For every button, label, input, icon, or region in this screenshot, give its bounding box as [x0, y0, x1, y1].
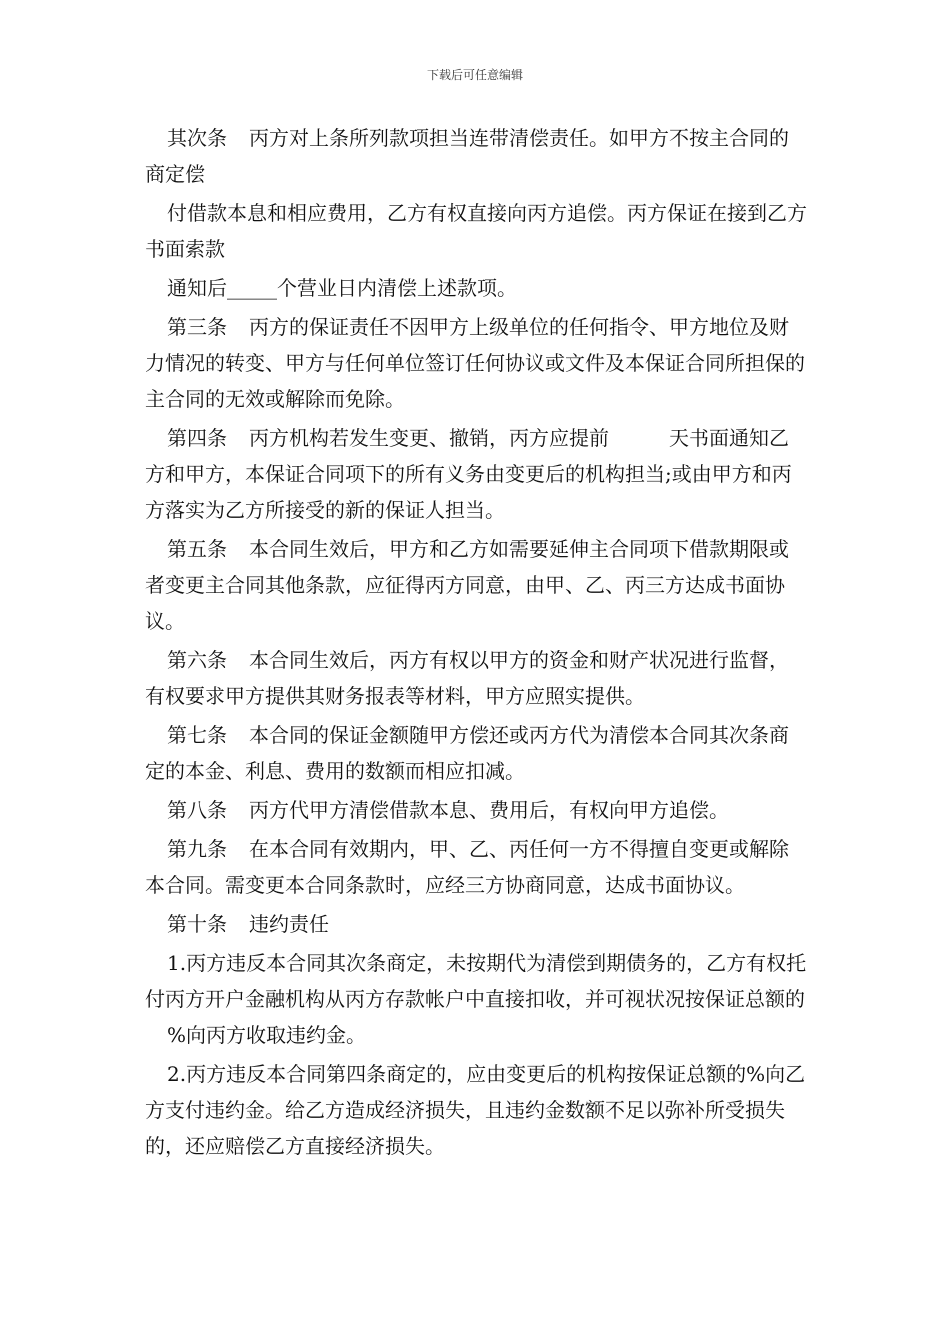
item-1-text-a: 1.丙方违反本合同其次条商定，未按期代为清偿到期债务的，乙方有权托付丙方开户金融机构从丙方存款帐户中直接扣收，并可视状况按保证总额的	[145, 951, 807, 1011]
clause-2-continued	[145, 195, 807, 267]
clause-5-heading: 第五条	[167, 537, 227, 561]
clause-2	[145, 120, 807, 192]
clause-7	[145, 717, 807, 789]
notice-text-a: 通知后	[167, 276, 227, 300]
item-1-text-b: %向丙方收取违约金。	[167, 1023, 367, 1047]
clause-3-text: 丙方的保证责任不因甲方上级单位的任何指令、甲方地位及财力情况的转变、甲方与任何单位签订任何协议或文件及本保证合同所担保的主合同的无效或解除而免除。	[145, 315, 805, 411]
clause-6-text: 本合同生效后，丙方有权以甲方的资金和财产状况进行监督，有权要求甲方提供其财务报表等材料，甲方应照实提供。	[145, 648, 789, 708]
clause-10-heading: 第十条	[167, 912, 227, 936]
clause-7-heading: 第七条	[167, 723, 227, 747]
days-blank: _____	[227, 276, 277, 300]
clause-4-heading: 第四条	[167, 426, 227, 450]
clause-10-text: 违约责任	[249, 912, 329, 936]
clause-5-text: 本合同生效后，甲方和乙方如需要延伸主合同项下借款期限或者变更主合同其他条款，应征得丙方同意，由甲、乙、丙三方达成书面协议。	[145, 537, 789, 633]
clause-3-heading: 第三条	[167, 315, 227, 339]
clause-10-item-1	[145, 945, 807, 1053]
clause-6	[145, 642, 807, 714]
clause-4-text-a: 丙方机构若发生变更、撤销，丙方应提前	[249, 426, 609, 450]
clause-10-item-2	[145, 1056, 807, 1164]
item-2-text: 2.丙方违反本合同第四条商定的，应由变更后的机构按保证总额的%向乙方支付违约金。给乙方造成经济损失，且违约金数额不足以弥补所受损失的，还应赔偿乙方直接经济损失。	[145, 1062, 806, 1158]
clause-2-notice	[145, 270, 807, 306]
clause-8-text: 丙方代甲方清偿借款本息、费用后，有权向甲方追偿。	[249, 798, 729, 822]
clause-2-heading: 其次条	[167, 126, 227, 150]
clause-7-text: 本合同的保证金额随甲方偿还或丙方代为清偿本合同其次条商定的本金、利息、费用的数额而相应扣减。	[145, 723, 789, 783]
clause-9-heading: 第九条	[167, 837, 227, 861]
clause-4-text-b: 天书面通知乙方和甲方，本保证合同项下的所有义务由变更后的机构担当;或由甲方和丙方落实为乙方所接受的新的保证人担当。	[145, 426, 792, 522]
document-body	[145, 120, 807, 1167]
clause-3	[145, 309, 807, 417]
clause-2-continued-text: 付借款本息和相应费用，乙方有权直接向丙方追偿。丙方保证在接到乙方书面索款	[145, 201, 807, 261]
clause-2-text: 丙方对上条所列款项担当连带清偿责任。如甲方不按主合同的商定偿	[145, 126, 789, 186]
clause-9	[145, 831, 807, 903]
clause-8	[145, 792, 807, 828]
clause-5	[145, 531, 807, 639]
clause-4	[145, 420, 807, 528]
clause-10	[145, 906, 807, 942]
notice-text-b: 个营业日内清偿上述款项。	[277, 276, 517, 300]
clause-6-heading: 第六条	[167, 648, 227, 672]
page-header: 下载后可任意编辑	[426, 68, 523, 82]
clause-9-text: 在本合同有效期内，甲、乙、丙任何一方不得擅自变更或解除本合同。需变更本合同条款时，应经三方协商同意，达成书面协议。	[145, 837, 789, 897]
clause-8-heading: 第八条	[167, 798, 227, 822]
